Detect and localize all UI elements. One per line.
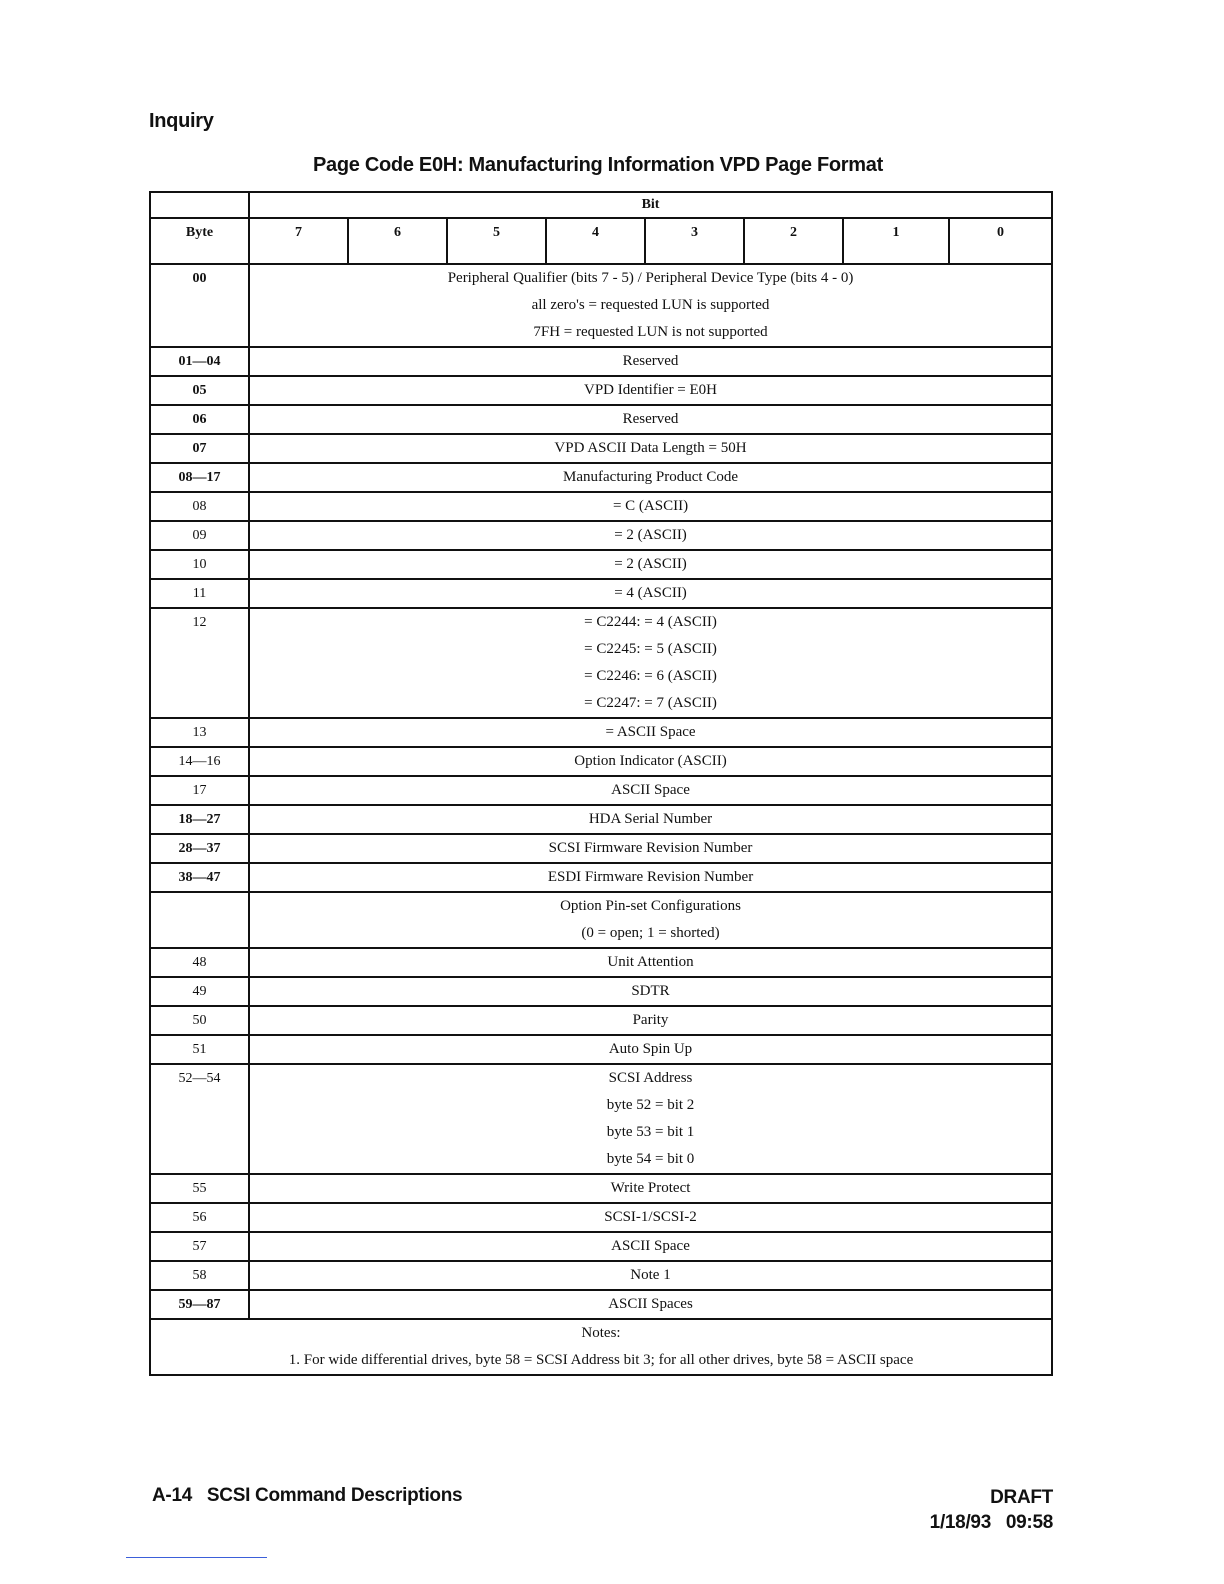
field-description-cell [249,718,1052,747]
page-number: A-14 [152,1485,192,1506]
description-line: = C2246: = 6 (ASCII) [584,668,717,684]
table-row [150,863,1052,892]
byte-cell: 17 [150,776,249,805]
description-line: byte 52 = bit 2 [606,1097,695,1113]
table-row [150,463,1052,492]
field-description-cell [249,863,1052,892]
byte-cell: 00 [150,264,249,347]
field-description-cell [249,892,1052,948]
byte-cell: 13 [150,718,249,747]
byte-cell: 38—47 [150,863,249,892]
description-line: Peripheral Qualifier (bits 7 - 5) / Peripheral Device Type (bits 4 - 0) [447,270,854,286]
description-line: = 4 (ASCII) [614,585,687,601]
table-row [150,1290,1052,1319]
bit-header-label: Bit [249,192,1052,218]
byte-cell: 06 [150,405,249,434]
description-line: = C2247: = 7 (ASCII) [584,695,717,711]
byte-header-label: Byte [150,218,249,264]
description-line: VPD ASCII Data Length = 50H [554,440,747,456]
notes-label: Notes: [581,1325,621,1341]
description-line: = C2244: = 4 (ASCII) [584,614,717,630]
field-description-cell [249,977,1052,1006]
description-line: 7FH = requested LUN is not supported [533,324,768,340]
byte-cell: 58 [150,1261,249,1290]
table-row [150,405,1052,434]
section-title: Inquiry [149,110,214,132]
date-time: 1/18/93 09:58 [929,1512,1053,1533]
description-line: = C (ASCII) [612,498,689,514]
table-row [150,1035,1052,1064]
description-line: SDTR [631,983,670,999]
description-line: = ASCII Space [605,724,696,740]
description-line: Write Protect [610,1180,691,1196]
bit-number-cell: 4 [546,218,645,264]
description-line: = C2245: = 5 (ASCII) [584,641,717,657]
table-row [150,776,1052,805]
description-line: all zero's = requested LUN is supported [531,297,770,313]
table-row [150,521,1052,550]
bit-number-cell: 3 [645,218,744,264]
description-line: Manufacturing Product Code [563,469,738,485]
bit-number-cell: 2 [744,218,843,264]
bit-header-row [150,192,1052,218]
table-row [150,1203,1052,1232]
footer-right [930,1485,1053,1535]
notes-section [150,1319,1052,1375]
draft-label: DRAFT [990,1487,1053,1508]
field-description-cell [249,948,1052,977]
field-description-cell [249,1035,1052,1064]
byte-cell: 50 [150,1006,249,1035]
field-description-cell [249,463,1052,492]
table-row [150,434,1052,463]
field-description-cell [249,1290,1052,1319]
byte-cell: 09 [150,521,249,550]
byte-cell: 49 [150,977,249,1006]
note-item: 1. For wide differential drives, byte 58 = SCSI Address bit 3; for all other drives, byte 58 = ASCII space [288,1352,914,1368]
field-description-cell [249,492,1052,521]
table-row [150,492,1052,521]
description-line: ASCII Space [611,1238,690,1254]
field-description-cell [249,405,1052,434]
description-line: SCSI-1/SCSI-2 [604,1209,697,1225]
data-rows [150,264,1052,1319]
field-description-cell [249,434,1052,463]
description-line: ESDI Firmware Revision Number [547,869,754,885]
description-line: = 2 (ASCII) [614,527,687,543]
description-line: VPD Identifier = E0H [584,382,718,398]
description-line: Unit Attention [607,954,694,970]
description-line: Option Pin-set Configurations [560,898,741,914]
description-line: Parity [632,1012,669,1028]
description-line: Reserved [622,353,679,369]
field-description-cell [249,608,1052,718]
byte-cell: 55 [150,1174,249,1203]
bit-number-cell: 0 [949,218,1052,264]
byte-cell: 11 [150,579,249,608]
field-description-cell [249,834,1052,863]
footer-left [152,1485,462,1507]
description-line: byte 54 = bit 0 [606,1151,695,1167]
byte-cell: 28—37 [150,834,249,863]
footer-rule [126,1557,267,1558]
byte-cell: 57 [150,1232,249,1261]
table-row [150,376,1052,405]
bit-number-cell: 7 [249,218,348,264]
field-description-cell [249,1203,1052,1232]
table-row [150,1006,1052,1035]
bit-number-cell: 5 [447,218,546,264]
byte-cell: 48 [150,948,249,977]
field-description-cell [249,550,1052,579]
byte-cell: 14—16 [150,747,249,776]
field-description-cell [249,376,1052,405]
field-description-cell [249,1006,1052,1035]
description-line: Note 1 [630,1267,671,1283]
table-row [150,805,1052,834]
field-description-cell [249,579,1052,608]
table-row [150,834,1052,863]
byte-cell: 51 [150,1035,249,1064]
table-row [150,1232,1052,1261]
byte-cell: 08—17 [150,463,249,492]
table-row [150,1261,1052,1290]
table-row [150,977,1052,1006]
field-description-cell [249,1064,1052,1174]
description-line: ASCII Space [611,782,690,798]
field-description-cell [249,805,1052,834]
byte-cell: 56 [150,1203,249,1232]
table-row [150,264,1052,347]
table-row [150,948,1052,977]
byte-cell: 52—54 [150,1064,249,1174]
description-line: = 2 (ASCII) [614,556,687,572]
field-description-cell [249,347,1052,376]
byte-cell: 07 [150,434,249,463]
byte-cell [150,892,249,948]
notes-cell [150,1319,1052,1375]
description-line: Reserved [622,411,679,427]
byte-cell: 18—27 [150,805,249,834]
field-description-cell [249,1174,1052,1203]
byte-cell: 59—87 [150,1290,249,1319]
description-line: HDA Serial Number [588,811,713,827]
bit-number-row [150,218,1052,264]
field-description-cell [249,1261,1052,1290]
table-row [150,747,1052,776]
field-description-cell [249,521,1052,550]
table-row [150,718,1052,747]
field-description-cell [249,1232,1052,1261]
table-body [150,192,1052,264]
description-line: (0 = open; 1 = shorted) [581,925,720,941]
table-row [150,1064,1052,1174]
description-line: byte 53 = bit 1 [606,1124,695,1140]
table-row [150,579,1052,608]
description-line: SCSI Firmware Revision Number [548,840,753,856]
table-row [150,1174,1052,1203]
vpd-page-format-table [149,191,1053,1376]
description-line: Option Indicator (ASCII) [574,753,727,769]
field-description-cell [249,776,1052,805]
description-line: Auto Spin Up [608,1041,693,1057]
table-row [150,550,1052,579]
byte-cell: 01—04 [150,347,249,376]
byte-cell: 10 [150,550,249,579]
notes-row [150,1319,1052,1375]
table-row [150,892,1052,948]
byte-cell: 12 [150,608,249,718]
table-row [150,608,1052,718]
field-description-cell [249,264,1052,347]
description-line: SCSI Address [608,1070,693,1086]
chapter-title: SCSI Command Descriptions [206,1485,463,1506]
description-line: ASCII Spaces [608,1296,693,1312]
table-row [150,347,1052,376]
byte-cell: 08 [150,492,249,521]
field-description-cell [249,747,1052,776]
bit-number-cell: 6 [348,218,447,264]
bit-number-cell: 1 [843,218,949,264]
header-corner-cell [150,192,249,218]
table-title: Page Code E0H: Manufacturing Information VPD Page Format [313,154,883,176]
byte-cell: 05 [150,376,249,405]
